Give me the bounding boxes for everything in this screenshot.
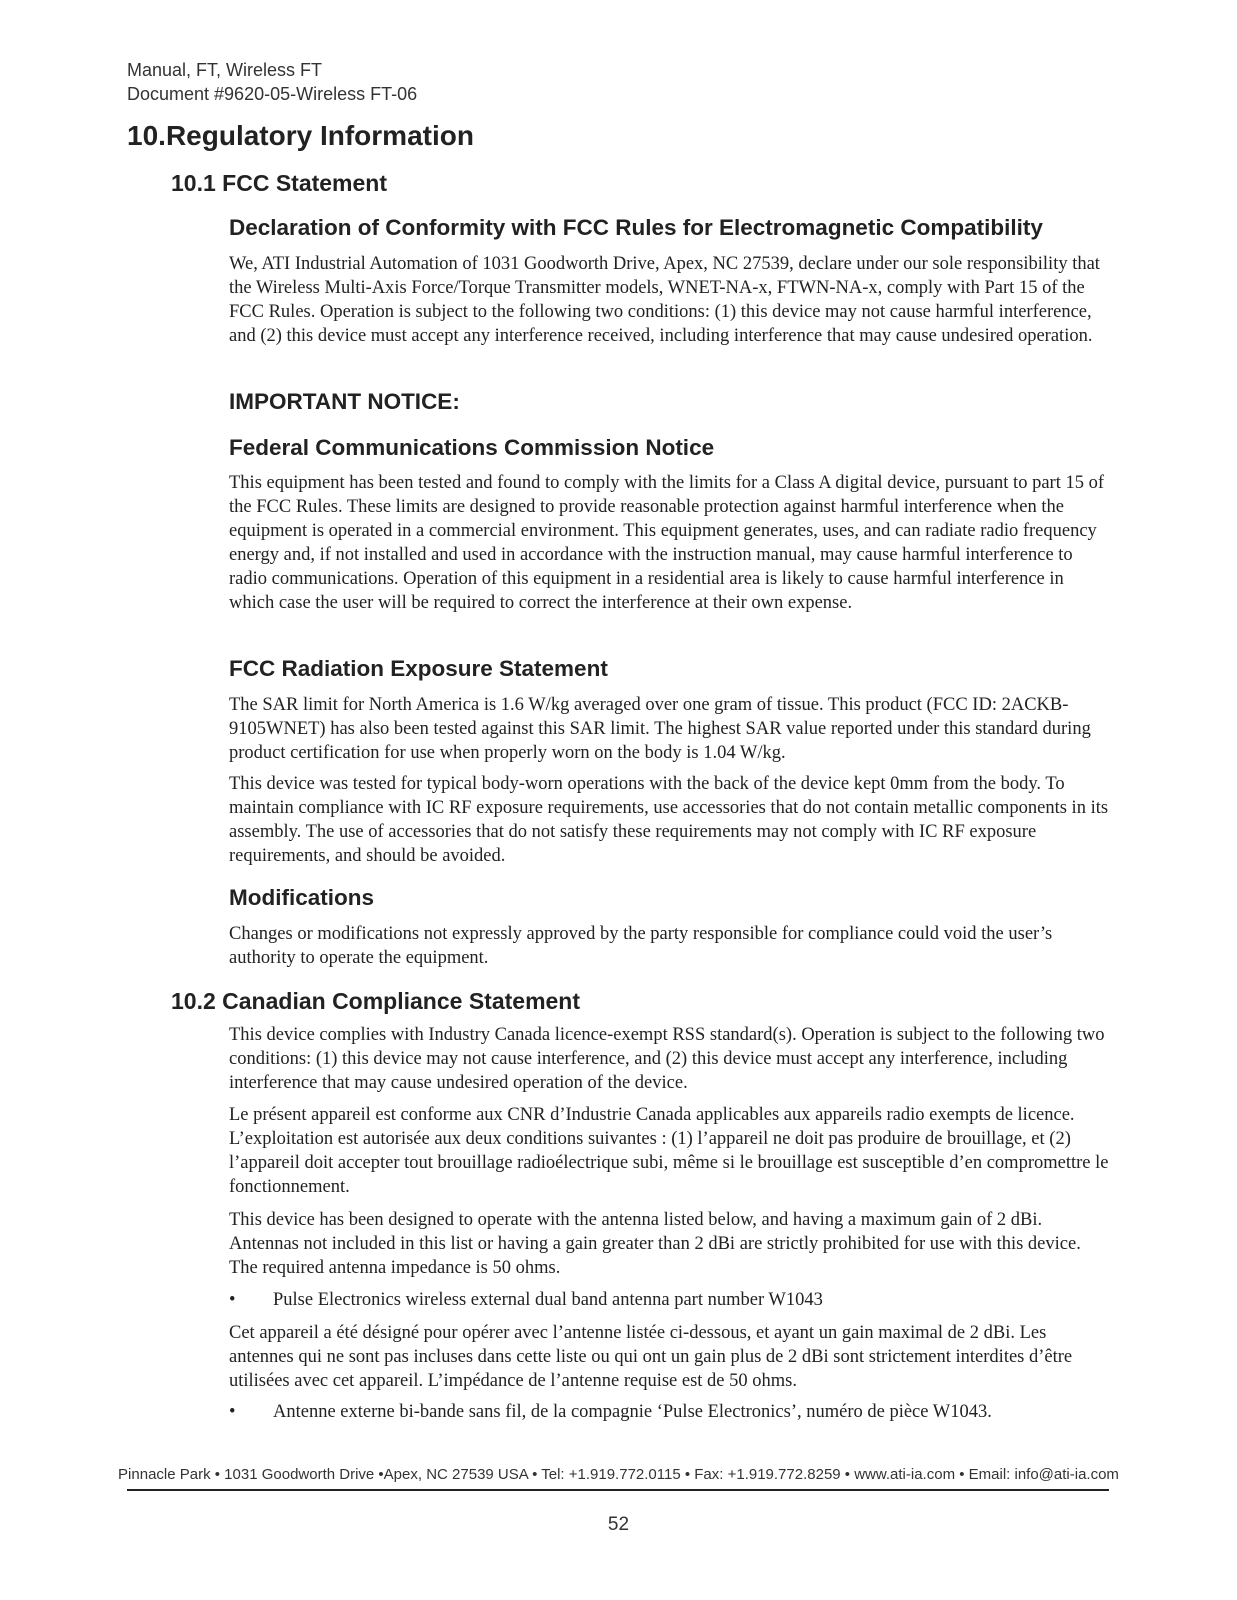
footer-contact: Pinnacle Park • 1031 Goodworth Drive •Apex, NC 27539 USA • Tel: +1.919.772.0115 • Fax: +1.919.772.8259 • www.ati-ia.com • Email: info@ati-ia.com bbox=[118, 1466, 1119, 1483]
canadian-compliance-heading: 10.2 Canadian Compliance Statement bbox=[171, 988, 581, 1014]
important-notice-heading: IMPORTANT NOTICE: bbox=[229, 389, 460, 414]
section-title: Regulatory Information bbox=[165, 120, 474, 151]
document-header bbox=[127, 58, 417, 106]
header-manual-title: Manual, FT, Wireless FT bbox=[127, 60, 323, 80]
radiation-text-sar: The SAR limit for North America is 1.6 W/kg averaged over one gram of tissue. This product (FCC ID: 2ACKB-9105WNET) has also been tested against this SAR limit. The highest SAR value reported under this standard during product certification for use when properly worn on the body is 1.04 W/kg. bbox=[229, 695, 1091, 763]
fcc-statement-heading: 10.1 FCC Statement bbox=[171, 170, 388, 196]
radiation-text-body-worn: This device was tested for typical body-worn operations with the back of the device kept 0mm from the body. To maintain compliance with IC RF exposure requirements, use accessories that do not contain metallic components in its assembly. The use of accessories that do not satisfy these requirements may not comply with IC RF exposure requirements, and should be avoided. bbox=[229, 774, 1109, 866]
page-number: 52 bbox=[607, 1514, 630, 1535]
fcc-notice-text: This equipment has been tested and found to comply with the limits for a Class A digital device, pursuant to part 15 of the FCC Rules. These limits are designed to provide reasonable protection against harmful interference when the equipment is operated in a commercial environment. This equipment generates, uses, and can radiate radio frequency energy and, if not installed and used in accordance with the instruction manual, may cause harmful interference to radio communications. Operation of this equipment in a residential area is likely to cause harmful interference in which case the user will be required to correct the interference at their own expense. bbox=[229, 473, 1104, 613]
bullet-icon: • bbox=[229, 1402, 236, 1422]
list-item bbox=[229, 1400, 992, 1424]
canada-text-english: This device complies with Industry Canada licence-exempt RSS standard(s). Operation is subject to the following two conditions: (1) this device may not cause interference, and (2) this device must accept any interference, including interference that may cause undesired operation of the device. bbox=[229, 1025, 1105, 1093]
declaration-text: We, ATI Industrial Automation of 1031 Goodworth Drive, Apex, NC 27539, declare under our sole responsibility that the Wireless Multi-Axis Force/Torque Transmitter models, WNET-NA-x, FTWN-NA-x, comply with Part 15 of the FCC Rules. Operation is subject to the following two conditions: (1) this device may not cause harmful interference, and (2) this device must accept any interference received, including interference that may cause undesired operation. bbox=[229, 254, 1100, 346]
header-document-number: Document #9620-05-Wireless FT-06 bbox=[127, 84, 418, 104]
declaration-heading: Declaration of Conformity with FCC Rules for Electromagnetic Compatibility bbox=[229, 215, 1043, 240]
list-item bbox=[229, 1288, 823, 1312]
fcc-notice-heading: Federal Communications Commission Notice bbox=[229, 435, 715, 460]
section-number: 10. bbox=[127, 120, 166, 151]
antenna-item-english: Pulse Electronics wireless external dual band antenna part number W1043 bbox=[273, 1290, 823, 1310]
bullet-icon: • bbox=[229, 1290, 236, 1310]
footer-divider bbox=[127, 1489, 1109, 1491]
section-heading bbox=[127, 120, 474, 152]
modifications-heading: Modifications bbox=[229, 885, 374, 910]
modifications-text: Changes or modifications not expressly approved by the party responsible for compliance could void the user’s authority to operate the equipment. bbox=[229, 924, 1053, 968]
antenna-text-french: Cet appareil a été désigné pour opérer avec l’antenne listée ci-dessous, et ayant un gain maximal de 2 dBi. Les antennes qui ne sont pas incluses dans cette liste ou qui ont un gain plus de 2 dBi sont strictement interdites d’être utilisées avec cet appareil. L’impédance de l’antenne requise est de 50 ohms. bbox=[229, 1323, 1073, 1391]
antenna-item-french: Antenne externe bi-bande sans fil, de la compagnie ‘Pulse Electronics’, numéro de pièce W1043. bbox=[273, 1402, 992, 1422]
radiation-exposure-heading: FCC Radiation Exposure Statement bbox=[229, 656, 608, 681]
canada-text-french: Le présent appareil est conforme aux CNR d’Industrie Canada applicables aux appareils radio exempts de licence. L’exploitation est autorisée aux deux conditions suivantes : (1) l’appareil ne doit pas produire de brouillage, et (2) l’appareil doit accepter tout brouillage radioélectrique subi, même si le brouillage est susceptible d’en compromettre le fonctionnement. bbox=[229, 1105, 1109, 1197]
antenna-text-english: This device has been designed to operate with the antenna listed below, and having a maximum gain of 2 dBi. Antennas not included in this list or having a gain greater than 2 dBi are strictly prohibited for use with this device. The required antenna impedance is 50 ohms. bbox=[229, 1210, 1081, 1278]
